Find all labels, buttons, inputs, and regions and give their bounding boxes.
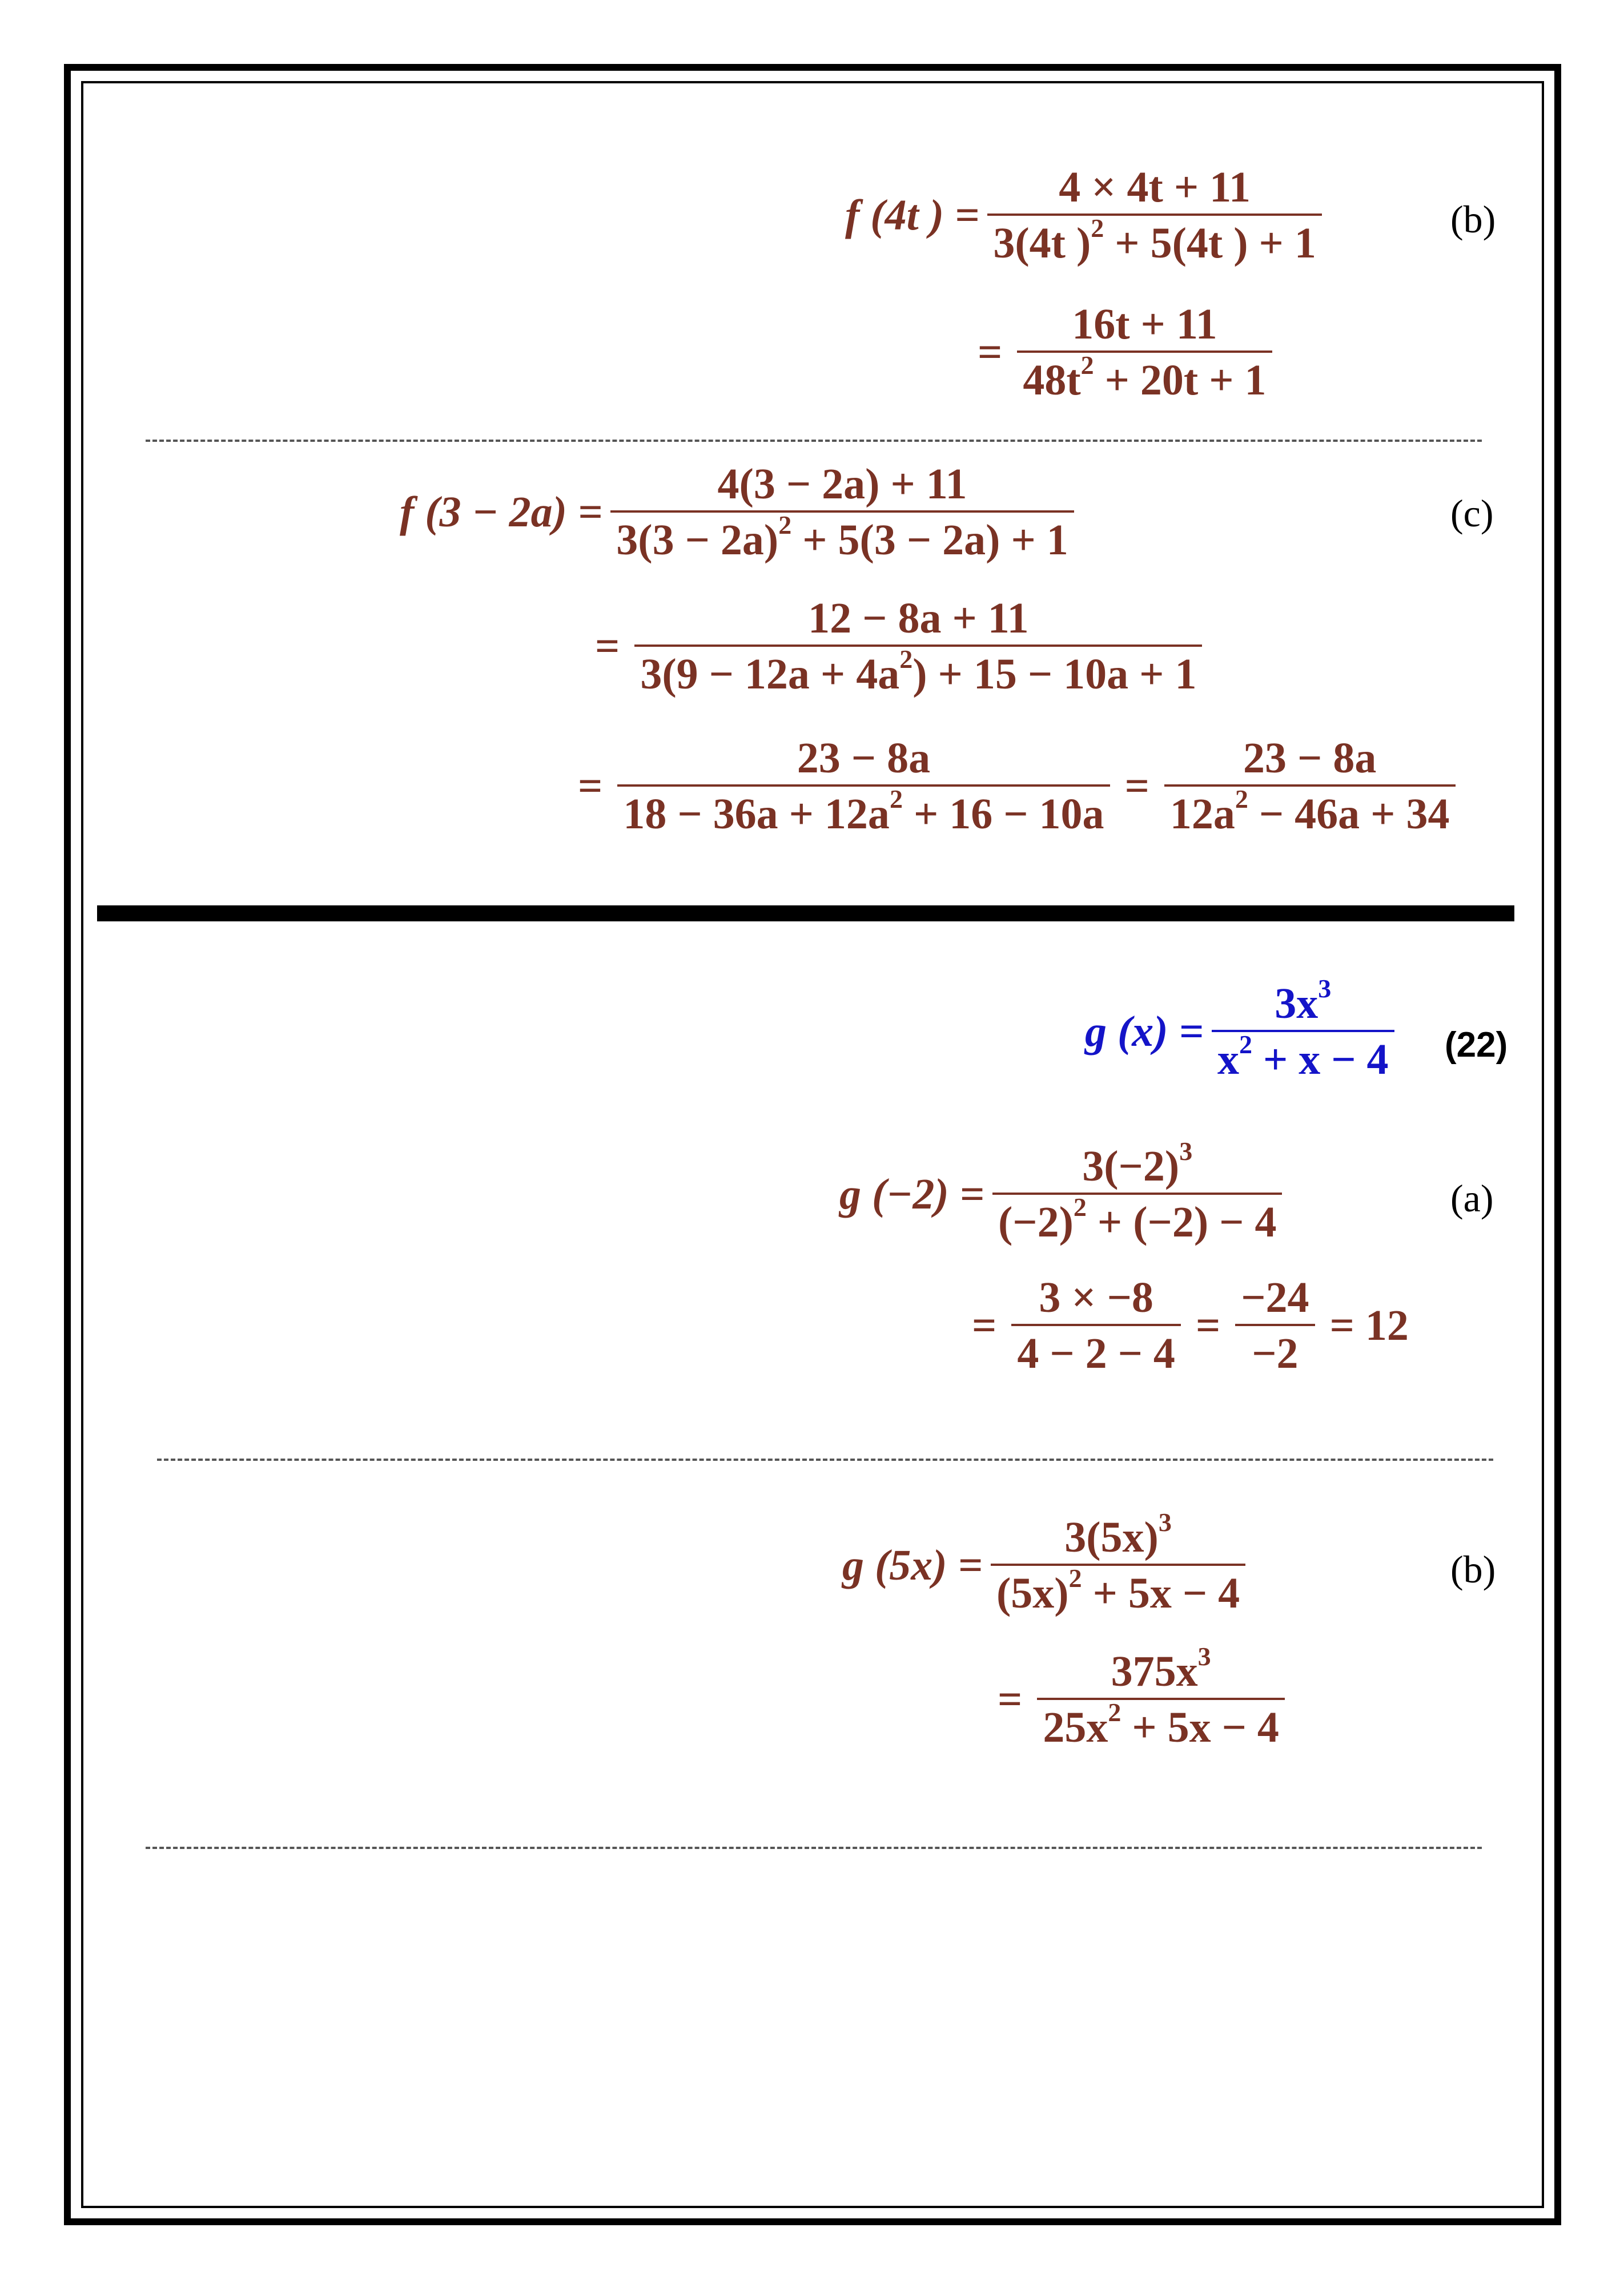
numerator: 23 − 8a (797, 734, 931, 782)
part-label-b-g: (b) (1450, 1548, 1496, 1591)
fraction (634, 594, 1202, 698)
fraction (1235, 1276, 1315, 1375)
numerator: $3(-2)^3$ (1082, 1137, 1193, 1190)
f-4t-line-2 (971, 300, 1280, 404)
part-label-a: (a) (1450, 1177, 1494, 1220)
denominator: $(-2)^2 + (-2) - 4$ (992, 1193, 1282, 1244)
result: = 12 (1329, 1301, 1409, 1350)
f-3-2a-line-2 (588, 594, 1210, 698)
part-label-b: (b) (1450, 198, 1496, 241)
denominator: $12a^2 - 46a + 34$ (1164, 784, 1456, 836)
lhs: f (4t ) = (845, 191, 980, 239)
equals-sign: = (998, 1675, 1023, 1723)
page-frame-inner (81, 81, 1544, 2208)
fraction (1011, 1276, 1181, 1375)
numerator: 4 × 4t + 11 (1059, 163, 1251, 211)
equals-sign: = (595, 622, 620, 670)
fraction (617, 736, 1110, 836)
numerator: 16t + 11 (1072, 300, 1217, 348)
question-number: (22) (1445, 1025, 1508, 1065)
f-3-2a-line-1 (400, 462, 1082, 562)
equals-sign: = (1195, 1301, 1221, 1350)
numerator: 3 × −8 (1039, 1274, 1153, 1322)
fraction (987, 163, 1321, 267)
part-label-c: (c) (1450, 492, 1494, 535)
lhs: f (3 − 2a) = (400, 488, 603, 536)
g-minus2-line-1 (839, 1137, 1290, 1246)
denominator: $25x^2 + 5x - 4$ (1037, 1698, 1285, 1749)
equals-sign: = (972, 1301, 997, 1350)
section-divider (157, 1459, 1493, 1461)
numerator: $3(5x)^3$ (1064, 1508, 1172, 1561)
denominator: $3(3 - 2a)^2 + 5(3 - 2a) + 1$ (610, 510, 1074, 562)
denominator: $(5x)^2 + 5x - 4$ (991, 1564, 1245, 1615)
denominator: $48t^2 + 20t + 1$ (1017, 351, 1272, 402)
f-4t-line-1 (845, 163, 1330, 267)
denominator: $x^2 + x - 4$ (1212, 1030, 1394, 1081)
numerator: 4(3 − 2a) + 11 (717, 460, 967, 508)
denominator: 4 − 2 − 4 (1011, 1324, 1181, 1375)
denominator: $18 - 36a + 12a^2 + 16 - 10a$ (617, 784, 1110, 836)
equals-sign: = (578, 762, 603, 810)
numerator: $375x^3$ (1111, 1642, 1211, 1695)
fraction (991, 1508, 1245, 1617)
g-5x-line-2 (991, 1642, 1293, 1751)
lhs: g (x) = (1085, 1007, 1204, 1056)
equals-sign: = (1124, 762, 1149, 810)
g-minus2-line-2 (965, 1276, 1416, 1375)
section-divider (146, 1847, 1482, 1849)
g-5x-line-1 (842, 1508, 1253, 1617)
lhs: g (−2) = (839, 1170, 984, 1218)
thick-separator (97, 905, 1514, 921)
fraction (1164, 736, 1456, 836)
f-3-2a-line-3 (571, 736, 1464, 836)
numerator: 12 − 8a + 11 (808, 594, 1029, 642)
fraction (1212, 974, 1394, 1083)
numerator: −24 (1241, 1274, 1309, 1322)
denominator: −2 (1235, 1324, 1315, 1375)
fraction (610, 462, 1074, 562)
section-divider (146, 440, 1482, 442)
denominator: $3(9 - 12a + 4a^2) + 15 - 10a + 1$ (634, 645, 1202, 696)
denominator: 3(4t )$^2$ + 5(4t ) + 1 (987, 214, 1321, 265)
g-definition (1085, 974, 1402, 1083)
fraction (1037, 1642, 1285, 1751)
numerator: 23 − 8a (1243, 734, 1377, 782)
fraction (1017, 300, 1272, 404)
equals-sign: = (978, 328, 1003, 376)
lhs: g (5x) = (842, 1541, 983, 1589)
numerator: $3x^3$ (1275, 974, 1332, 1028)
fraction (992, 1137, 1282, 1246)
